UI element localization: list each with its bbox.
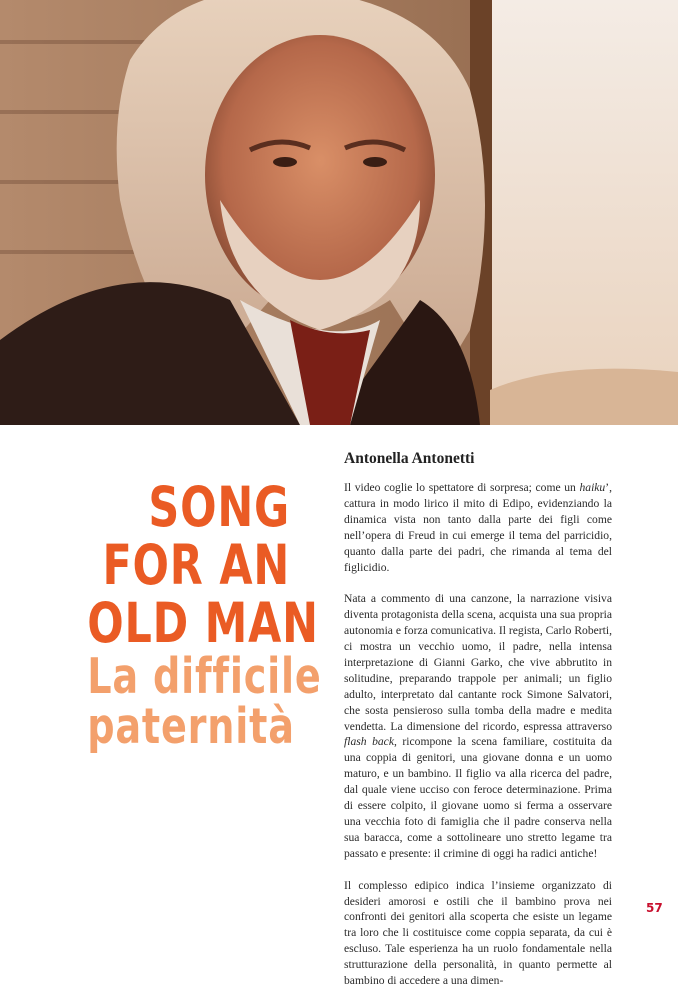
page-number: 57 [646, 901, 663, 915]
title-line: SONG [148, 475, 290, 539]
subtitle-line: paternità [87, 698, 295, 755]
title-line: OLD MAN [87, 591, 319, 655]
paragraph: Il complesso edipico indica l’insieme organizzato di desideri amorosi e ostili che il bambino prova nei confronti dei genitori alla scoperta che esiste un legame tra loro che li costituisce come coppia separata, da cui è escluso. Tale esperienza ha un ruolo fondamentale nella strutturazione della personalità, in quanto permette al bambino di accedere a una dimen- [344, 878, 612, 988]
article-title [87, 475, 322, 755]
article-body [344, 480, 612, 1005]
paragraph: Nata a commento di una canzone, la narrazione visiva diventa protagonista della scena, acquista una sua propria autonomia e forza comunicativa. Il regista, Carlo Roberti, ci mostra un vecchio uomo, il padre, nella intensa interpretazione di Gianni Garko, che vive abbrutito in solitudine, preparando trappole per animali; un figlio adulto, interpretato dal cantante rock Simone Salvatori, che sosta pensieroso sulla tomba della madre e medita vendetta. La dimensione del ricordo, espressa attraverso flash back, ricompone la scena familiare, costituita da una coppia di genitori, una giovane donna e un uomo maturo, e un bambino. Il figlio va alla ricerca del padre, dal quale viene ucciso con feroce determinazione. Prima di essere colpito, il giovane uomo si ferma a osservare una vecchia foto di famiglia che il padre conserva nella sua baracca, come a sottolineare uno stretto legame tra passato e presente: il crimine di oggi ha radici antiche! [344, 592, 612, 860]
hero-illustration [0, 0, 678, 425]
author-name: Antonella Antonetti [344, 450, 475, 467]
paragraph: Il video coglie lo spettatore di sorpresa; come un haiku’, cattura in modo lirico il mito di Edipo, evidenziando la dinamica vista non tanto dalla parte dei figli come nell’opera di Freud in cui emerge il tema del parricidio, quanto dalla parte dei padri, che rimanda al tema del figlicidio. [344, 481, 612, 574]
subtitle-line: La difficile [87, 648, 322, 705]
hero-photo [0, 0, 678, 425]
title-line: FOR AN [102, 533, 290, 597]
